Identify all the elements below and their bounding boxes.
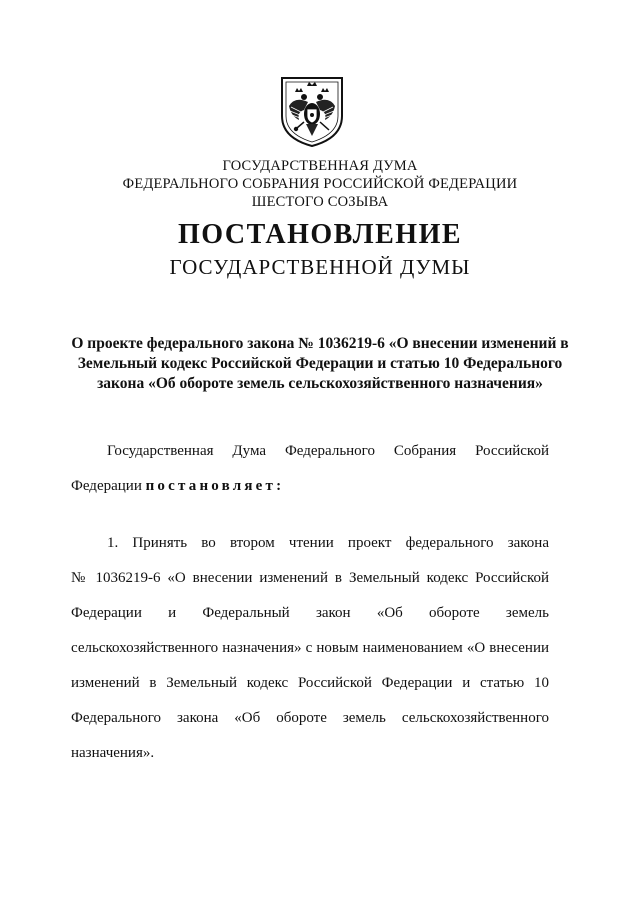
preamble-line-2-start: Федерации xyxy=(71,478,146,494)
decree-verb: постановляет: xyxy=(145,478,285,494)
item1-line-6: Федерального закона «Об обороте земель сельскохозяйственного xyxy=(71,710,549,726)
item1-line-2: № 1036219-6 «О внесении изменений в Земельный кодекс Российской xyxy=(71,570,549,586)
item1-line-3: Федерации и Федеральный закон «Об обороте земель xyxy=(71,605,549,621)
header-line-3: ШЕСТОГО СОЗЫВА xyxy=(251,194,389,210)
preamble-line-2 xyxy=(71,476,549,496)
preamble-line-1: Государственная Дума Федерального Собрания Российской xyxy=(107,443,549,459)
subject-line-2: Земельный кодекс Российской Федерации и статью 10 Федерального xyxy=(77,355,563,372)
item1-line-5: изменений в Земельный кодекс Российской Федерации и статью 10 xyxy=(71,675,549,691)
coat-of-arms-icon xyxy=(277,76,347,148)
item1-line-7: назначения». xyxy=(71,745,155,761)
document-issuer-title: ГОСУДАРСТВЕННОЙ ДУМЫ xyxy=(169,255,471,279)
document-type-title: ПОСТАНОВЛЕНИЕ xyxy=(177,219,463,250)
item1-line-1: 1. Принять во втором чтении проект федерального закона xyxy=(107,535,549,551)
header-line-1: ГОСУДАРСТВЕННАЯ ДУМА xyxy=(222,158,418,174)
header-line-2: ФЕДЕРАЛЬНОГО СОБРАНИЯ РОССИЙСКОЙ ФЕДЕРАЦИИ xyxy=(122,176,518,192)
document-subject xyxy=(70,334,570,394)
issuer-header xyxy=(0,157,640,211)
subject-line-3: закона «Об обороте земель сельскохозяйственного назначения» xyxy=(97,375,543,392)
item1-line-4: сельскохозяйственного назначения» с новым наименованием «О внесении xyxy=(71,640,549,656)
subject-line-1: О проекте федерального закона № 1036219-6 «О внесении изменений в xyxy=(71,335,569,352)
